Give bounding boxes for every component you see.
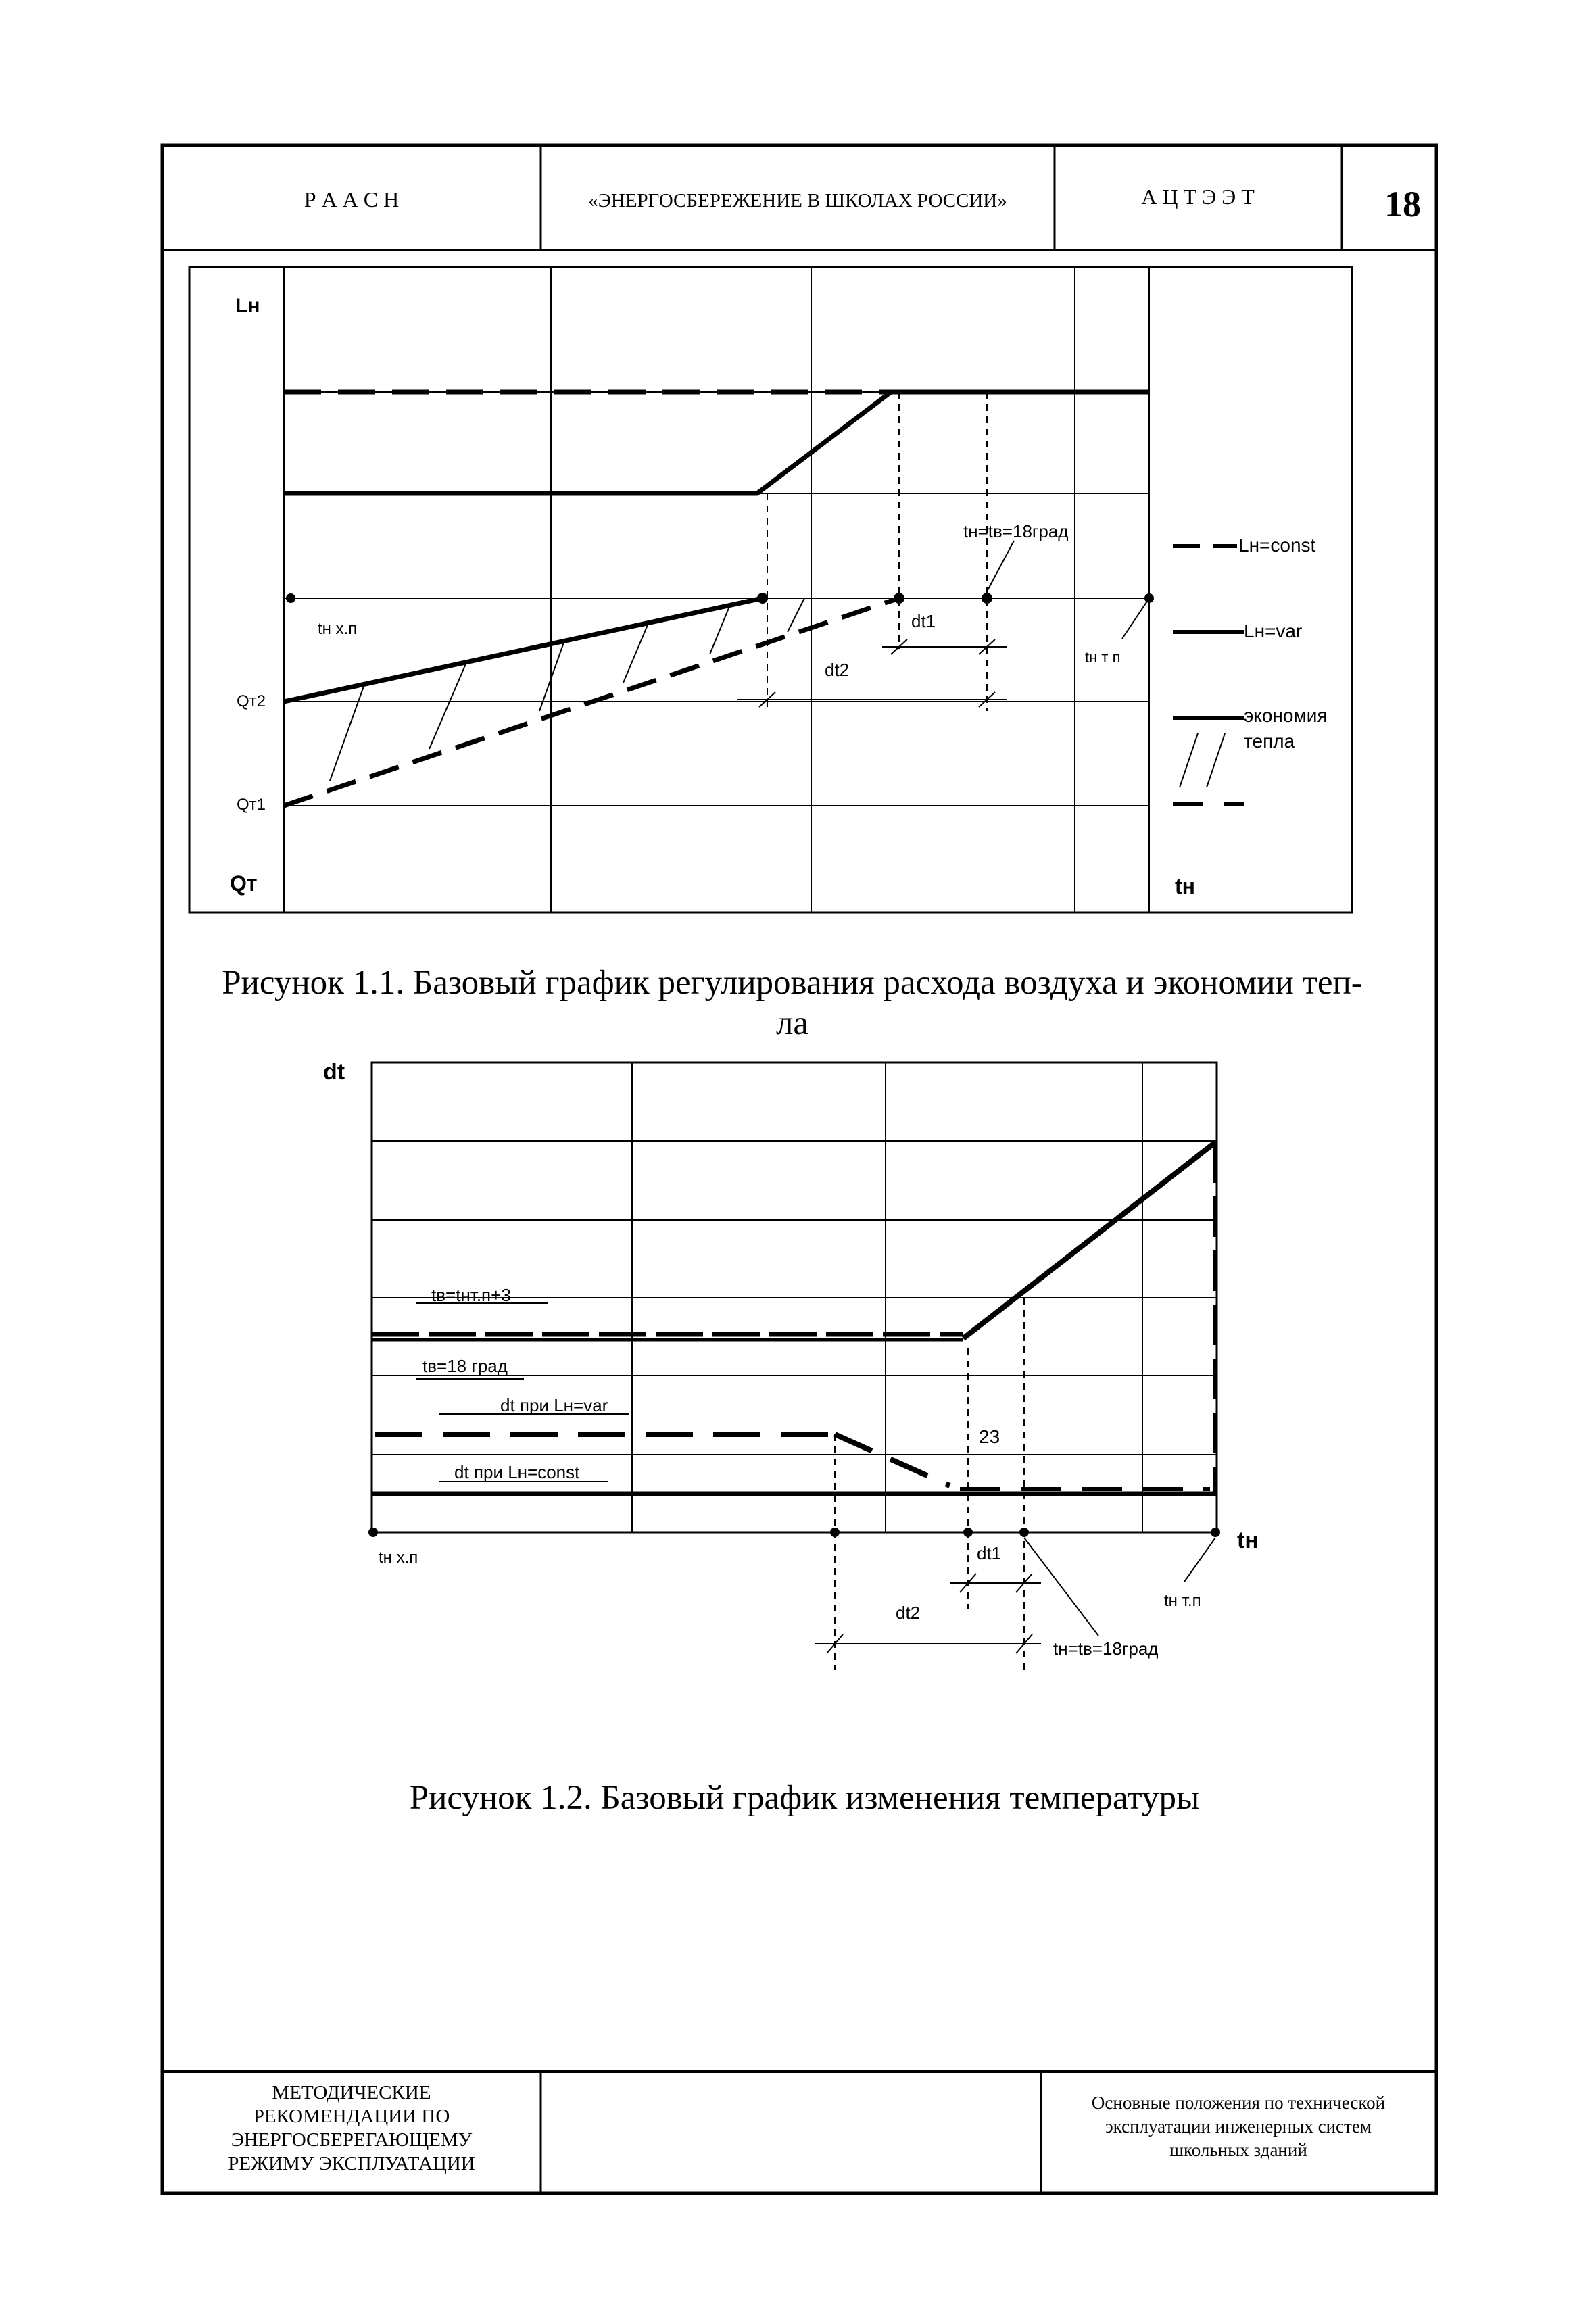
footer-right-1: Основные положения по технической [1091, 2093, 1386, 2113]
page-number: 18 [1384, 184, 1421, 224]
figure1-panel [189, 267, 1352, 912]
fig1-qt1-label: Qт1 [237, 796, 266, 814]
page-footer [228, 2082, 1385, 2174]
figure2-dimensions [815, 1538, 1215, 1653]
series-tv-rise [963, 1142, 1215, 1338]
figure-1-1 [189, 267, 1363, 1042]
fig1-x-label: tн [1175, 874, 1195, 898]
fig2-t-eq: tн=tв=18град [1053, 1638, 1159, 1659]
figure-1-2 [323, 1059, 1259, 1817]
fig1-t-tp-label: tн т п [1085, 649, 1121, 666]
fig1-y-label-bottom: Qт [230, 871, 258, 896]
footer-left-2: РЕКОМЕНДАЦИИ ПО [253, 2105, 450, 2127]
figure1-dimensions [737, 541, 1149, 707]
fig2-t-tp: tн т.п [1164, 1592, 1201, 1610]
footer-right-3: школьных зданий [1169, 2140, 1307, 2160]
figure1-legend [1173, 535, 1328, 804]
legend-l-const: Lн=const [1238, 535, 1316, 556]
series-dt-var-drop [835, 1434, 950, 1486]
header-project: «ЭНЕРГОСБЕРЕЖЕНИЕ В ШКОЛАХ РОССИИ» [588, 190, 1007, 212]
legend-saving-2: тепла [1244, 731, 1295, 752]
figure1-grid [284, 267, 1149, 912]
footer-left-1: МЕТОДИЧЕСКИЕ [272, 2082, 431, 2103]
fig1-qt2-label: Qт2 [237, 692, 266, 710]
fig2-label-tv-plus: tв=tнт.п+3 [431, 1285, 511, 1305]
legend-saving-1: экономия [1244, 705, 1328, 726]
fig2-x-label: tн [1237, 1528, 1259, 1553]
series-l-var [284, 392, 1149, 493]
footer-left-4: РЕЖИМУ ЭКСПЛУАТАЦИИ [228, 2153, 475, 2174]
figure2-caption: Рисунок 1.2. Базовый график изменения температуры [409, 1779, 1200, 1817]
footer-right-2: эксплуатации инженерных систем [1105, 2116, 1372, 2137]
fig2-y-label: dt [323, 1059, 345, 1085]
figure1-guides [767, 392, 987, 711]
fig2-t-xp: tн х.п [379, 1549, 418, 1567]
fig2-label-dt-const: dt при Lн=const [454, 1462, 580, 1482]
footer-left-3: ЭНЕРГОСБЕРЕГАЮЩЕМУ [231, 2129, 473, 2151]
fig2-label-dt-var: dt при Lн=var [500, 1395, 608, 1415]
header-org: Р А А С Н [304, 187, 400, 212]
figure1-hatch [330, 598, 804, 781]
fig1-t-xp-label: tн х.п [318, 620, 358, 638]
series-qt-var [284, 598, 763, 702]
page-frame [162, 145, 1436, 2193]
fig1-dt1-label: dt1 [911, 611, 936, 631]
fig2-dt2: dt2 [896, 1603, 921, 1623]
figure2-guides [835, 1298, 1024, 1670]
fig2-label-tv18: tв=18 град [422, 1356, 508, 1376]
fig1-dt2-label: dt2 [825, 660, 850, 680]
fig1-t-eq-label: tн=tв=18град [963, 521, 1069, 541]
figure1-caption-line2: ла [775, 1004, 809, 1042]
header-agency: А Ц Т Э Э Т [1141, 185, 1255, 209]
page-header [304, 184, 1421, 224]
figure1-caption-line1: Рисунок 1.1. Базовый график регулирования расхода воздуха и экономии теп- [222, 964, 1363, 1002]
fig2-dt1: dt1 [977, 1543, 1002, 1563]
legend-l-var: Lн=var [1244, 620, 1303, 641]
fig1-y-label-top: Lн [235, 295, 260, 317]
fig2-label-23: 23 [979, 1426, 1000, 1447]
